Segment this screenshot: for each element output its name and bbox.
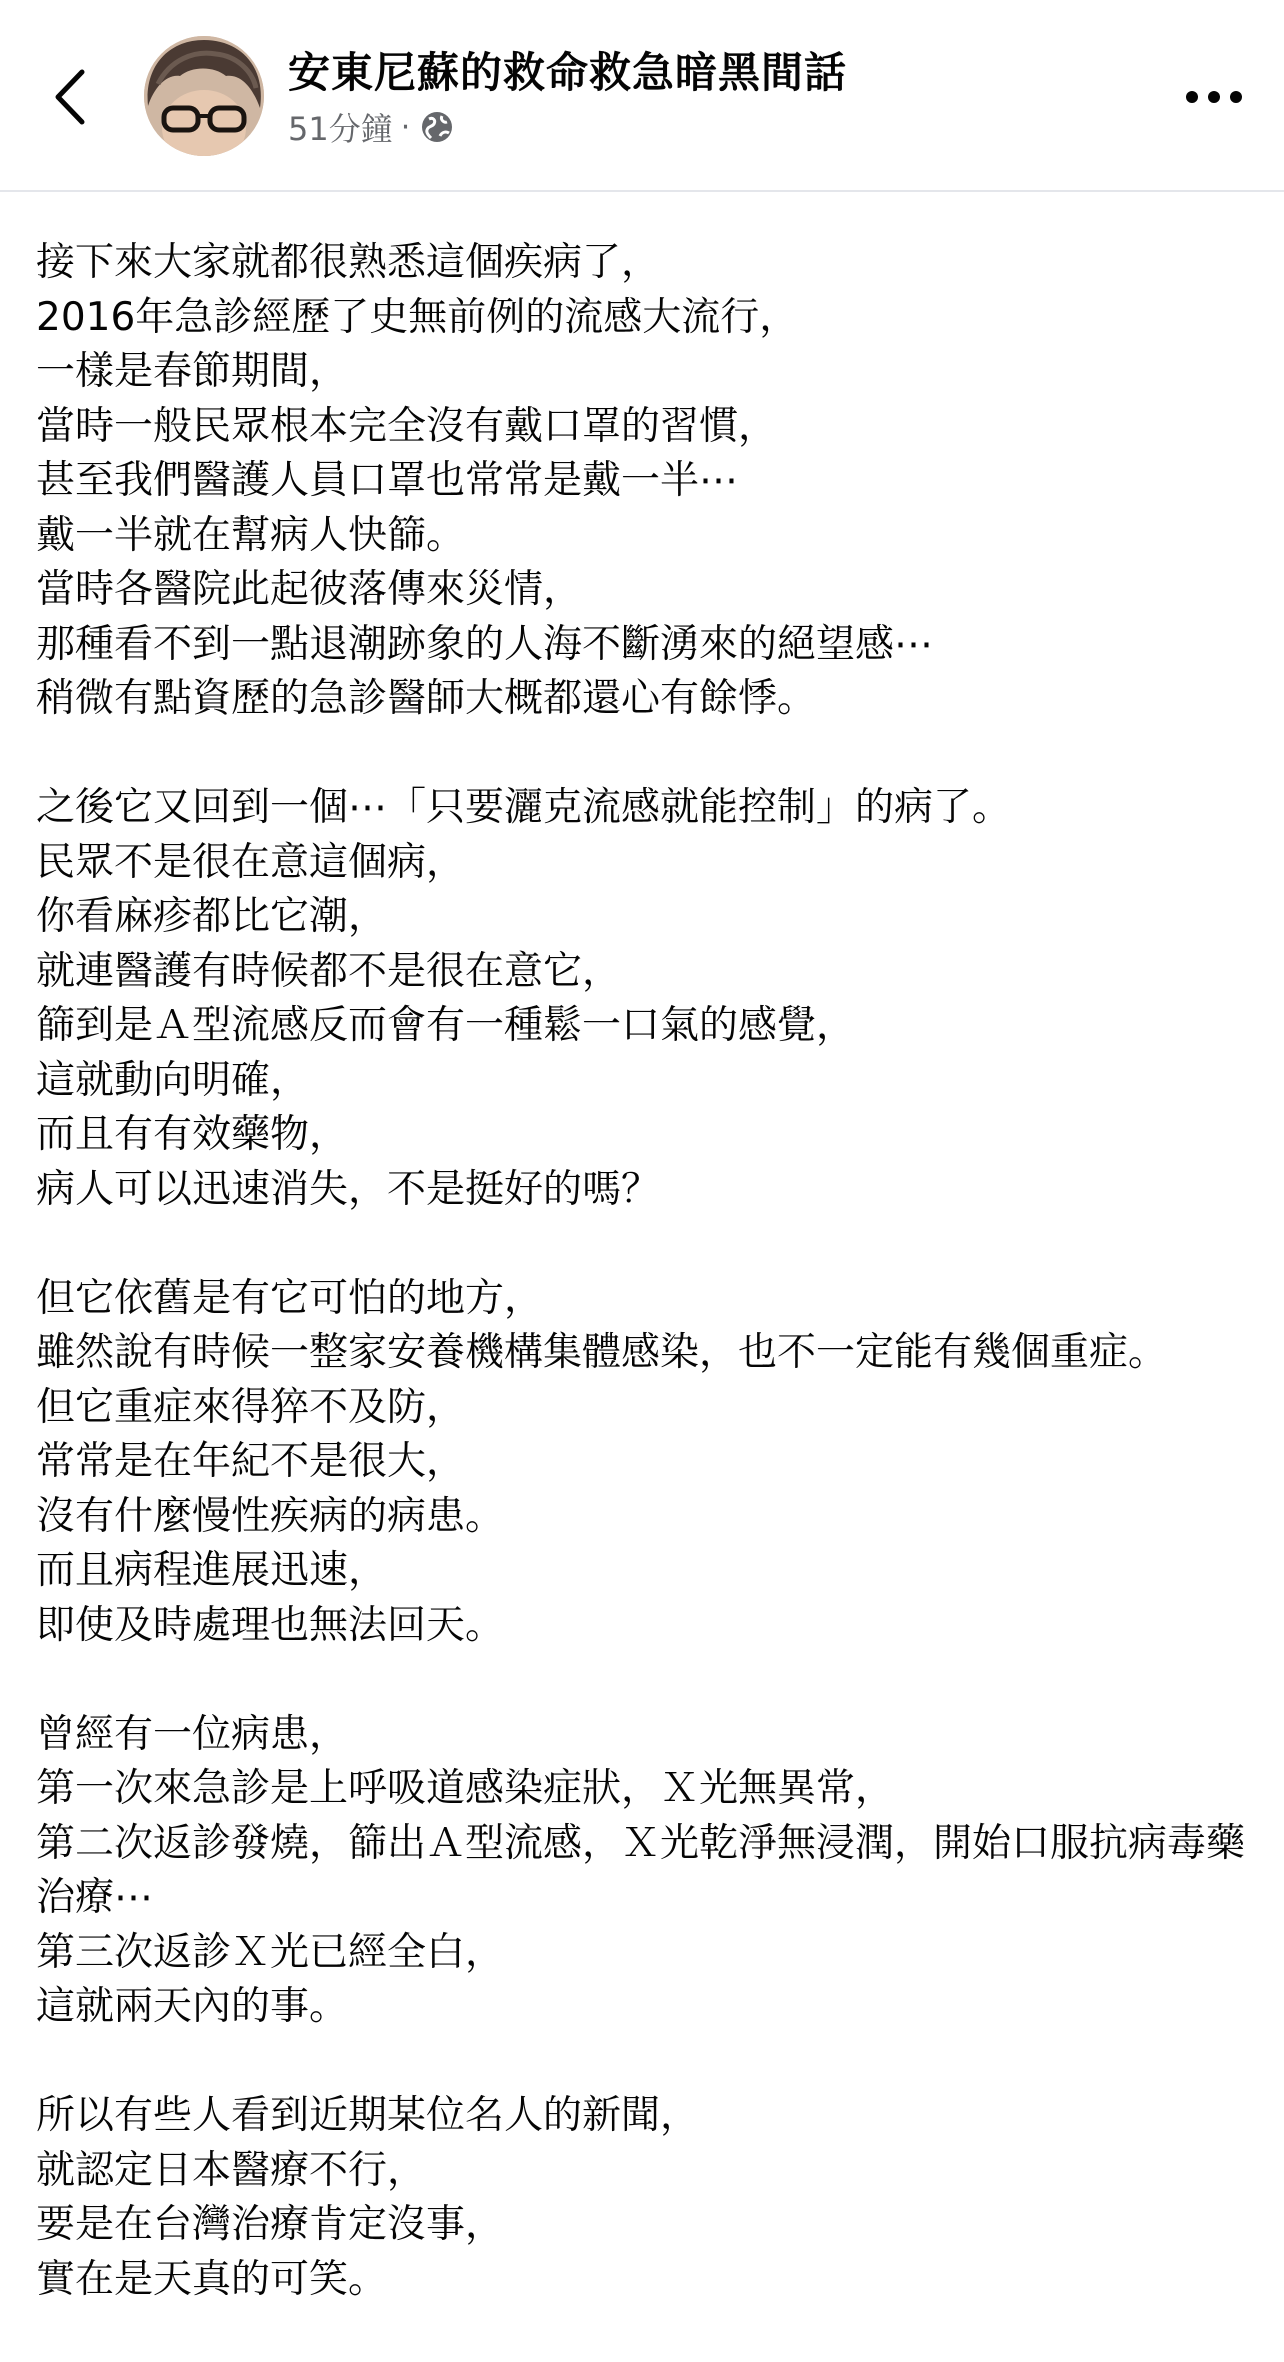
post-line: 篩到是Ａ型流感反而會有一種鬆一口氣的感覺， (36, 1003, 856, 1048)
page-name[interactable]: 安東尼蘇的救命救急暗黑間話 (288, 48, 848, 97)
post-paragraph (36, 1708, 1258, 2035)
post-line: 一樣是春節期間， (36, 349, 349, 394)
post-line: 沒有什麼慢性疾病的病患。 (36, 1493, 505, 1539)
post-line: 甚至我們醫護人員口罩也常常是戴一半⋯ (36, 458, 739, 503)
post-line: 而且病程進展迅速， (36, 1548, 388, 1593)
post-line: 第三次返診Ｘ光已經全白， (36, 1929, 505, 1975)
post-line: 戴一半就在幫病人快篩。 (36, 512, 466, 558)
post-text (36, 236, 1258, 2362)
post-line: 第一次來急診是上呼吸道感染症狀，Ｘ光無異常， (36, 1766, 895, 1811)
more-options-button[interactable] (1166, 62, 1262, 132)
chevron-left-icon (50, 66, 90, 128)
post-line: 就連醫護有時候都不是很在意它， (36, 948, 622, 994)
avatar[interactable] (144, 36, 264, 156)
post-line: 但它依舊是有它可怕的地方， (36, 1275, 544, 1321)
post-header (0, 0, 1284, 192)
post-line: 即使及時處理也無法回天。 (36, 1602, 505, 1648)
post-line: 第二次返診發燒，篩出Ａ型流感，Ｘ光乾淨無浸潤，開始口服抗病毒藥治療⋯ (36, 1820, 1246, 1920)
post-paragraph (36, 236, 1258, 727)
post-line: 但它重症來得猝不及防， (36, 1384, 466, 1430)
post-line: 常常是在年紀不是很大， (36, 1439, 466, 1484)
post-paragraph (36, 1272, 1258, 1654)
post-line: 就認定日本醫療不行， (36, 2147, 427, 2193)
post-line: 這就兩天內的事。 (36, 1984, 349, 2029)
post-timestamp[interactable]: 51分鐘 (288, 110, 393, 148)
post-line: 那種看不到一點退潮跡象的人海不斷湧來的絕望感⋯ (36, 621, 934, 667)
post-line: 雖然說有時候一整家安養機構集體感染，也不一定能有幾個重症。 (36, 1330, 1168, 1375)
post-line: 接下來大家就都很熟悉這個疾病了， (36, 240, 661, 285)
post-paragraph (36, 781, 1258, 1217)
post-line: 曾經有一位病患， (36, 1711, 349, 1757)
post-line: 2016年急診經歷了史無前例的流感大流行， (36, 294, 799, 340)
post-line: 當時一般民眾根本完全沒有戴口罩的習慣， (36, 403, 778, 449)
post-line: 病人可以迅速消失，不是挺好的嗎？ (36, 1166, 661, 1212)
post-paragraph (36, 2089, 1258, 2307)
profile-photo (144, 36, 264, 156)
back-button[interactable] (38, 52, 102, 142)
post-line: 實在是天真的可笑。 (36, 2256, 388, 2302)
more-horizontal-icon (1184, 89, 1244, 105)
post-line: 當時各醫院此起彼落傳來災情， (36, 567, 583, 612)
post-line: 民眾不是很在意這個病， (36, 839, 466, 885)
post-line: 之後它又回到一個⋯「只要灑克流感就能控制」的病了。 (36, 785, 1012, 830)
post-meta (288, 104, 454, 150)
post-line: 這就動向明確， (36, 1057, 310, 1103)
post-line: 所以有些人看到近期某位名人的新聞， (36, 2093, 700, 2138)
post-line: 而且有有效藥物， (36, 1112, 349, 1157)
post-line: 你看麻疹都比它潮， (36, 894, 388, 939)
post-line: 稍微有點資歷的急診醫師大概都還心有餘悸。 (36, 676, 817, 721)
meta-separator: · (400, 109, 411, 145)
globe-icon (420, 110, 454, 144)
post-line: 要是在台灣治療肯定沒事， (36, 2202, 505, 2247)
